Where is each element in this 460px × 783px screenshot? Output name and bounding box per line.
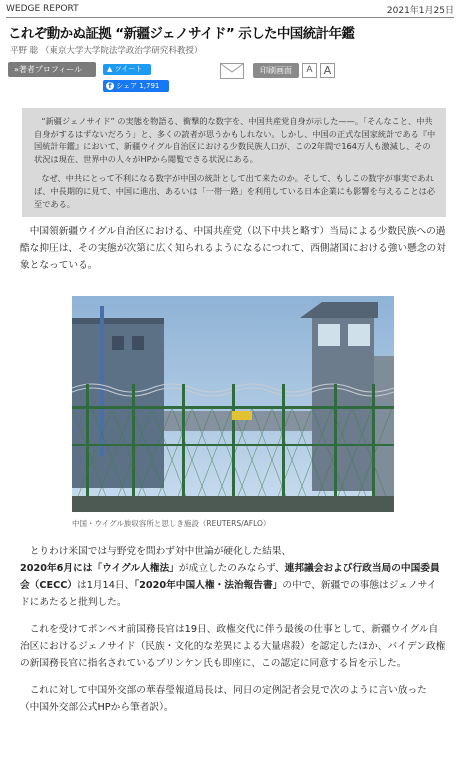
publish-date: 2021年1月25日 <box>386 5 454 16</box>
photo-caption: 中国・ウイグル族収容所と思しき施設（REUTERS/AFLO） <box>72 519 271 529</box>
section-name: WEDGE REPORT <box>6 4 79 14</box>
share-label: シェア 1,791 <box>116 82 160 90</box>
body-paragraph-2 <box>20 543 446 611</box>
body-p2-text-4: の中で、新疆での事態はジェノサイドにあたると批判した。 <box>20 580 437 609</box>
font-small-button[interactable]: A <box>302 63 317 78</box>
body-paragraph-1: 中国領新疆ウイグル自治区における、中国共産党（以下中共と略す）当局による少数民族への過酷な抑圧は、その実態が次第に広く知られるようになるにつれて、西側諸国における強い懸念の対象となっている。 <box>20 226 446 272</box>
detention-facility-image <box>72 296 394 512</box>
font-large-button[interactable]: A <box>320 63 335 78</box>
facebook-share-button[interactable] <box>103 80 169 92</box>
body-p2-text-3: は1月14日、 <box>77 580 135 592</box>
mail-icon[interactable] <box>220 63 244 79</box>
body-p2-bold-2: 連邦議会および行政当局の中国委員会（CECC） <box>20 563 440 592</box>
article-author: 平野 聡 （東京大学大学院法学政治学研究科教授） <box>10 46 203 56</box>
article-body <box>20 223 446 716</box>
article-photo <box>72 296 394 512</box>
article-toolbar <box>0 62 460 98</box>
body-p2-text-2: が成立したのみならず、 <box>178 563 285 575</box>
body-paragraph-3: これを受けてポンペオ前国務長官は19日、政権交代に伴う最後の仕事として、新疆ウイグル自治区におけるジェノサイド（民族・文化的な差異による大量虐殺）を認定したほか、バイデン政権の新国務長官に指名されているブリンケン氏も即座に、この認定に同意する旨を示した。 <box>20 624 446 670</box>
body-p2-bold-1: 2020年6月には「ウイグル人権法」 <box>20 563 179 575</box>
author-profile-button[interactable]: »著者プロフィール <box>8 62 96 77</box>
twitter-bird-icon: ▲ <box>107 65 113 73</box>
lead-summary-box <box>22 108 446 217</box>
article-title: これぞ動かぬ証拠 “新疆ジェノサイド” 示した中国統計年鑑 <box>8 26 355 42</box>
body-p2-bold-3: 「2020年中国人権・法治報告書」 <box>134 580 283 592</box>
body-p2-text-1: とりわけ米国では与野党を問わず対中世論が硬化した結果、 <box>29 546 292 558</box>
tweet-button[interactable] <box>103 64 151 75</box>
tweet-label: ツイート <box>114 65 143 73</box>
facebook-icon: f <box>106 82 114 90</box>
body-paragraph-4: これに対して中国外交部の華春瑩報道局長は、同日の定例記者会見で次のように言い放った（中国外交部公式HPから筆者訳）。 <box>20 685 427 714</box>
print-button[interactable]: 印刷画面 <box>253 63 299 78</box>
top-bar <box>0 0 460 16</box>
lead-paragraph-1: “新疆ジェノサイド” の実態を物語る、衝撃的な数字を、中国共産党自身が示した——。「そんなこと、中共自身がするはずないだろう」と、多くの読者が思うかもしれない。しかし、中国の正式な国家統計である『中国統計年鑑』において、新疆ウイグル自治区における少数民族人口が、この2年間で164万人も激減し、その状況は現在、世界中の人々がHPから閲覧できる状況にある。 <box>34 116 436 164</box>
lead-paragraph-2: なぜ、中共にとって不利になる数字が中国の統計として出て来たのか。そして、もしこの数字が事実であれば、中長期的に見て、中国に進出、あるいは「一帯一路」を利用している日本企業にも影響を与えることは必至である。 <box>34 173 436 209</box>
